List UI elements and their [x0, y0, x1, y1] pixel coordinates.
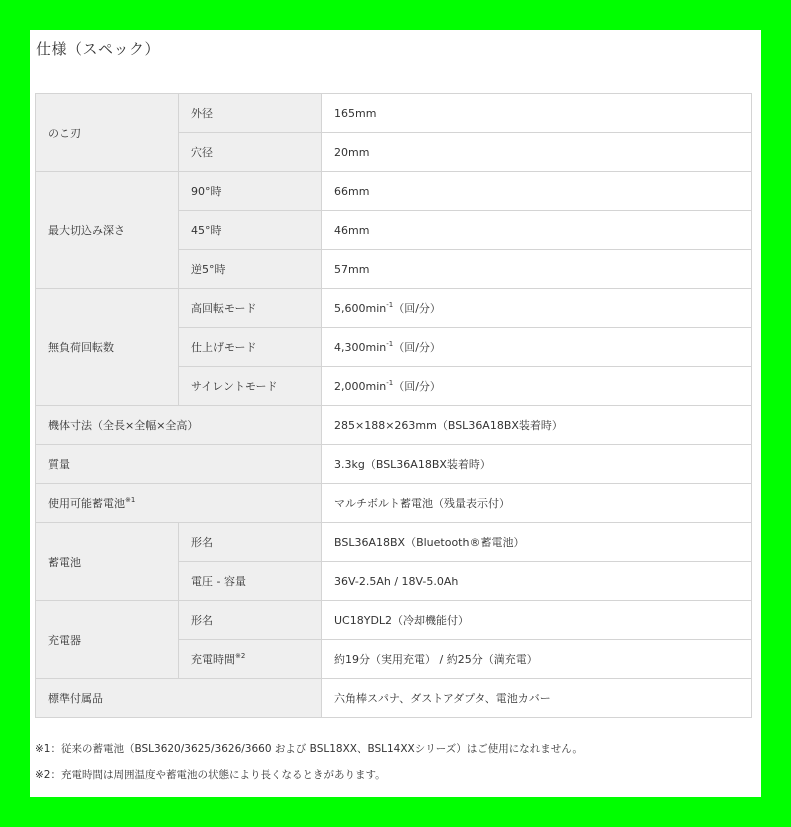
spec-value: 165mm [322, 94, 752, 133]
value-text: 5,600min [334, 302, 387, 315]
spec-value: 57mm [322, 250, 752, 289]
footnotes [35, 741, 583, 793]
value-text: 4,300min [334, 341, 387, 354]
category-max-cut-depth: 最大切込み深さ [36, 172, 179, 289]
value-unit: （回/分） [393, 380, 441, 393]
spec-value: UC18YDL2（冷却機能付） [322, 601, 752, 640]
spec-value: 66mm [322, 172, 752, 211]
spec-value [322, 328, 752, 367]
spec-value: マルチボルト蓄電池（残量表示付） [322, 484, 752, 523]
spec-value: 20mm [322, 133, 752, 172]
spec-value: 3.3kg（BSL36A18BX装着時） [322, 445, 752, 484]
spec-value: BSL36A18BX（Bluetooth®蓄電池） [322, 523, 752, 562]
spec-label: 45°時 [179, 211, 322, 250]
spec-panel [30, 30, 761, 797]
spec-value [322, 289, 752, 328]
spec-label-text: 充電時間 [191, 653, 235, 666]
category-label: 使用可能蓄電池 [48, 497, 125, 510]
table-row [36, 445, 752, 484]
table-row [36, 523, 752, 562]
footnote-marker: ※2 [235, 652, 246, 660]
category-no-load-speed: 無負荷回転数 [36, 289, 179, 406]
table-row [36, 406, 752, 445]
spec-label: 電圧 - 容量 [179, 562, 322, 601]
page-title: 仕様（スペック） [36, 40, 161, 58]
footnote-1: ※1：従来の蓄電池（BSL3620/3625/3626/3660 および BSL18XX、BSL14XXシリーズ）はご使用になれません。 [35, 743, 583, 755]
spec-label: 形名 [179, 601, 322, 640]
table-row [36, 289, 752, 328]
table-row [36, 484, 752, 523]
table-row [36, 172, 752, 211]
spec-value: 36V-2.5Ah / 18V-5.0Ah [322, 562, 752, 601]
category-weight: 質量 [36, 445, 322, 484]
spec-label [179, 640, 322, 679]
footnote-2: ※2：充電時間は周囲温度や蓄電池の状態により長くなるときがあります。 [35, 769, 386, 781]
spec-label: サイレントモード [179, 367, 322, 406]
spec-label: 仕上げモード [179, 328, 322, 367]
table-row [36, 94, 752, 133]
category-blade: のこ刃 [36, 94, 179, 172]
category-charger: 充電器 [36, 601, 179, 679]
spec-label: 外径 [179, 94, 322, 133]
spec-value: 六角棒スパナ、ダストアダプタ、電池カバー [322, 679, 752, 718]
value-superscript: -1 [386, 340, 394, 348]
spec-label: 高回転モード [179, 289, 322, 328]
spec-label: 穴径 [179, 133, 322, 172]
category-dimensions: 機体寸法（全長×全幅×全高） [36, 406, 322, 445]
spec-label: 90°時 [179, 172, 322, 211]
spec-value: 46mm [322, 211, 752, 250]
value-superscript: -1 [386, 301, 394, 309]
footnote-marker: ※1 [125, 496, 136, 504]
spec-value: 約19分（実用充電） / 約25分（満充電） [322, 640, 752, 679]
spec-value [322, 367, 752, 406]
table-row [36, 601, 752, 640]
value-text: 2,000min [334, 380, 387, 393]
value-unit: （回/分） [393, 341, 441, 354]
spec-table [35, 93, 752, 718]
category-standard-accessories: 標準付属品 [36, 679, 322, 718]
category-battery: 蓄電池 [36, 523, 179, 601]
spec-value: 285×188×263mm（BSL36A18BX装着時） [322, 406, 752, 445]
spec-label: 逆5°時 [179, 250, 322, 289]
value-superscript: -1 [386, 379, 394, 387]
category-compatible-battery [36, 484, 322, 523]
spec-label: 形名 [179, 523, 322, 562]
table-row [36, 679, 752, 718]
value-unit: （回/分） [393, 302, 441, 315]
